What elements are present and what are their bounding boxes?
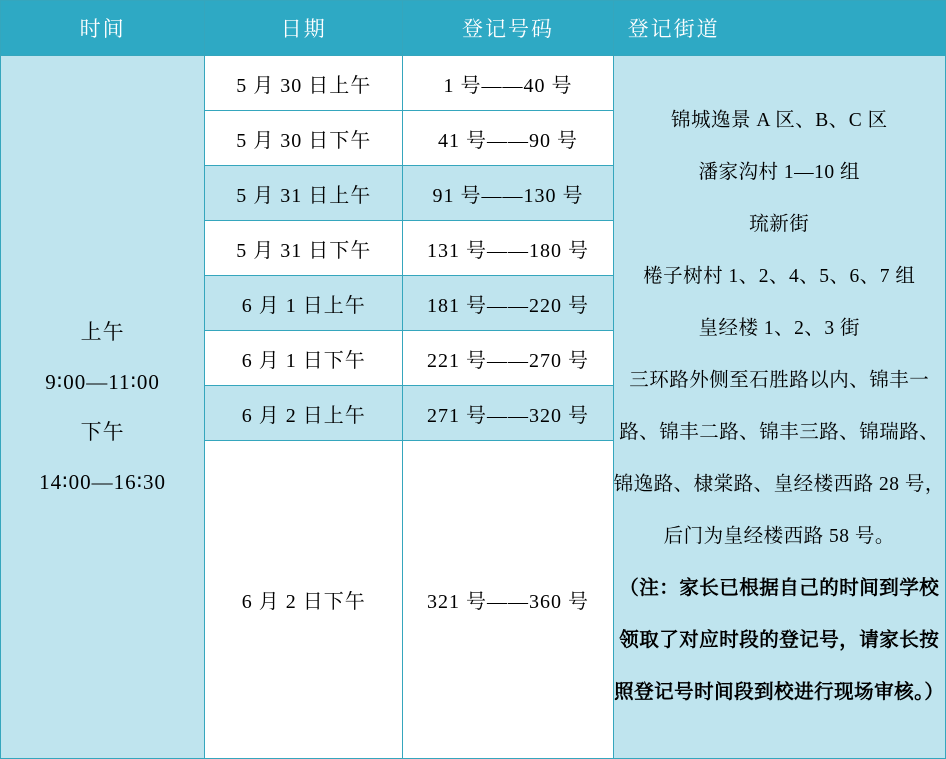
header-date: 日期 (205, 1, 403, 56)
date-cell: 6 月 2 日上午 (205, 386, 403, 441)
number-cell: 1 号——40 号 (403, 56, 613, 111)
date-cell: 6 月 2 日下午 (205, 441, 403, 759)
number-cell: 321 号——360 号 (403, 441, 613, 759)
street-cell (613, 56, 945, 759)
header-number: 登记号码 (403, 1, 613, 56)
street-line-5: 皇经楼 1、2、3 街 (698, 318, 861, 339)
street-line-4: 棬子树村 1、2、4、5、6、7 组 (643, 266, 916, 287)
date-cell: 5 月 30 日下午 (205, 111, 403, 166)
street-line-2: 潘家沟村 1—10 组 (698, 162, 861, 183)
number-cell: 221 号——270 号 (403, 331, 613, 386)
time-morning-label: 上午 (80, 320, 125, 344)
time-morning-range: 9∶00—11∶00 (45, 370, 160, 394)
street-line-3: 琉新街 (749, 214, 810, 235)
date-cell: 5 月 31 日下午 (205, 221, 403, 276)
street-paragraph: 三环路外侧至石胜路以内、锦丰一路、锦丰二路、锦丰三路、锦瑞路、锦逸路、棣棠路、皇经楼西路 28 号，后门为皇经楼西路 58 号。 (613, 370, 945, 547)
date-cell: 6 月 1 日下午 (205, 331, 403, 386)
header-row (1, 1, 946, 56)
header-street: 登记街道 (613, 1, 945, 56)
table-row (1, 56, 946, 111)
date-cell: 5 月 30 日上午 (205, 56, 403, 111)
number-cell: 181 号——220 号 (403, 276, 613, 331)
table-body (1, 56, 946, 759)
street-line-1: 锦城逸景 A 区、B、C 区 (670, 110, 888, 131)
date-cell: 5 月 31 日上午 (205, 166, 403, 221)
date-cell: 6 月 1 日上午 (205, 276, 403, 331)
table-header (1, 1, 946, 56)
time-cell (1, 56, 205, 759)
time-afternoon-range: 14∶00—16∶30 (39, 470, 167, 494)
header-time: 时间 (1, 1, 205, 56)
number-cell: 91 号——130 号 (403, 166, 613, 221)
number-cell: 271 号——320 号 (403, 386, 613, 441)
number-cell: 41 号——90 号 (403, 111, 613, 166)
time-afternoon-label: 下午 (80, 420, 125, 444)
street-note: （注：家长已根据自己的时间到学校领取了对应时段的登记号，请家长按照登记号时间段到校进行现场审核。） (614, 578, 945, 703)
number-cell: 131 号——180 号 (403, 221, 613, 276)
